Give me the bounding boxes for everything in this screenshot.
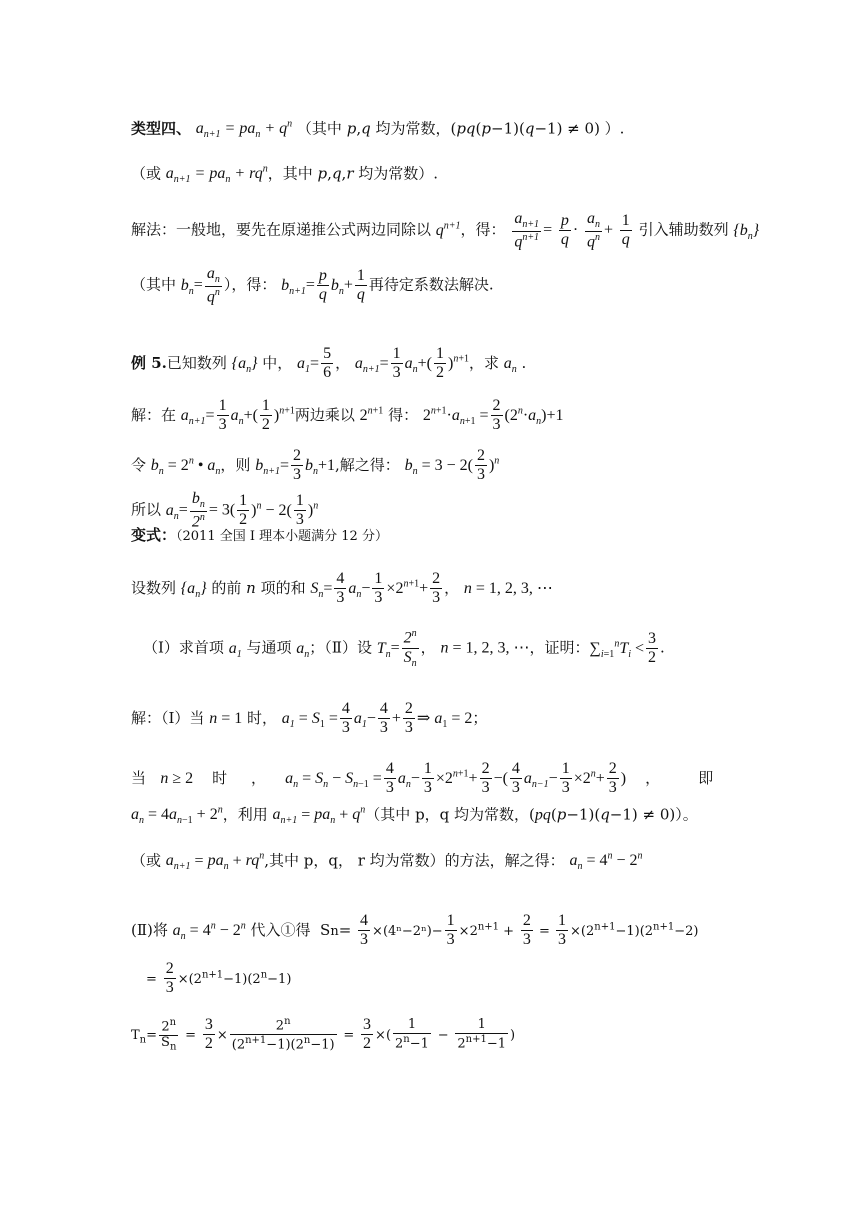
- variant-solution-5: (Ⅱ)将 $a_n = 4^n - 2^n$ 代入①得 Sn= $\frac{4}{3}$ ×(4ⁿ−2ⁿ)− $\frac{1}{3}$ $\times 2^{n+1}$ + $\frac{2}{3}$ = $\frac{1}{3}$ $\times(2^{n+1}-1)(2^{n+1}-2)$: [131, 912, 699, 949]
- ex5-solution-2: 令 $b_n = 2^n$ • $a_n$，则 $b_{n+1}=$ $\frac{2}{3}$ $b_n+1$,解之得： $b_n = 3 - 2$( $\frac{2}{3}$ )$^n$: [131, 447, 500, 484]
- type4-method: 解法：一般地，要先在原递推公式两边同除以 $q^{n+1}$，得： $\frac{a_{n+1}}{q^{n+1}}$ = $\frac{p}{q}$ · $\frac{a_n}{q^n}$ + $\frac{1}{q}$ 引入辅助数列 $\{b_n\}$: [131, 210, 760, 251]
- variant-label: 变式：: [131, 526, 177, 544]
- type4-label: 类型四、: [131, 119, 192, 138]
- variant-heading: [131, 528, 388, 543]
- variant-solution-3: $a_n = 4a_{n-1} + 2^n$，利用 $a_{n+1} = pa_n + q^n$（其中 p，q 均为常数，(pq(p−1)(q−1) ≠ 0)）。: [131, 805, 698, 827]
- ex5-statement: 例 5.已知数列 $\{a_n\}$ 中， $a_1=$ $\frac{5}{6}$ ， $a_{n+1}=$ $\frac{1}{3}$ $a_n+$( $\frac{1}{2}$ )$^{n+1}$，求 $a_n$ .: [131, 345, 527, 382]
- variant-solution-4: （或 $a_{n+1} = pa_n + rq^n$,其中 p，q， r 均为常数）的方法，解之得： $a_n = 4^n - 2^n$: [131, 851, 643, 873]
- type4-method-b: （其中 $b_n=$ $\frac{a_n}{q^n}$ ），得： $b_{n+1}=$ $\frac{p}{q}$ $b_n+$ $\frac{1}{q}$ 再待定系数法解决.: [131, 265, 494, 306]
- type4-formula: $a_{n+1} = pa_n + q^n$: [195, 119, 293, 141]
- type4-condition: （其中 p,q 均为常数，(pq(p−1)(q−1) ≠ 0) ）.: [296, 119, 625, 138]
- type4-heading: [131, 120, 624, 141]
- variant-question-1: 设数列 $\{a_n\}$ 的前 n 项的和 $S_n=$ $\frac{4}{3}$ $a_n-$ $\frac{1}{3}$ $\times 2^{n+1}+$ $\frac{2}{3}$ ， n = 1, 2, 3, ⋯: [131, 570, 553, 607]
- ex5-solution-1: 解：在 $a_{n+1}=$ $\frac{1}{3}$ $a_n+$( $\frac{1}{2}$ )$^{n+1}$两边乘以 $2^{n+1}$ 得： $2^{n+1}\cdot a_{n+1}$ = $\frac{2}{3}$ $(2^n\cdot a_n)+1$: [131, 397, 564, 434]
- variant-solution-7: $T_n=$ $\frac{2^n}{S_n}$ = $\frac{3}{2}$ × $\frac{2^n}{(2^{n+1}-1)(2^n-1)}$ = $\frac{3}{2}$ ×( $\frac{1}{2^n-1}$ − $\frac{1}{2^{n+1}-1}$ ): [131, 1016, 516, 1053]
- variant-solution-6: = $\frac{2}{3}$ $\times(2^{n+1}-1)(2^n-1)$: [146, 960, 292, 997]
- variant-solution-1: 解：（I）当 n = 1 时， $a_1 = S_1$ = $\frac{4}{3}$ $a_1-$ $\frac{4}{3}$ + $\frac{2}{3}$ ⇒ $a_1 = 2$；: [131, 700, 488, 737]
- variant-source: （2011 全国 I 理本小题满分 12 分）: [176, 529, 388, 544]
- type4-alt: （或 $a_{n+1} = pa_n + rq^n$，其中 p,q,r 均为常数）.: [131, 164, 439, 186]
- ex5-solution-3: 所以 $a_n=$ $\frac{b_n}{2^n}$ = 3( $\frac{1}{2}$ )$^n$ − 2( $\frac{1}{3}$ )$^n$: [131, 490, 319, 531]
- variant-question-2: （Ⅰ）求首项 $a_1$ 与通项 $a_n$；（Ⅱ）设 $T_n=$ $\frac{2^n}{S_n}$ ， n = 1, 2, 3, ⋯，证明：$\sum_{i=1}^nT_i$ < $\frac{3}{2}$ .: [143, 628, 665, 669]
- ex5-label: 例 5.: [131, 353, 167, 372]
- variant-solution-2: 当 n ≥ 2 时 ， $a_n = S_n - S_{n-1}$ = $\frac{4}{3}$ $a_n-$ $\frac{1}{3}$ $\times 2^{n+1}+$ $\frac{2}{3}$ −( $\frac{4}{3}$ $a_{n-1}-$ $\frac{1}{3}$ $\times 2^n+$ $\frac{2}{3}$ ) ， 即: [131, 760, 714, 797]
